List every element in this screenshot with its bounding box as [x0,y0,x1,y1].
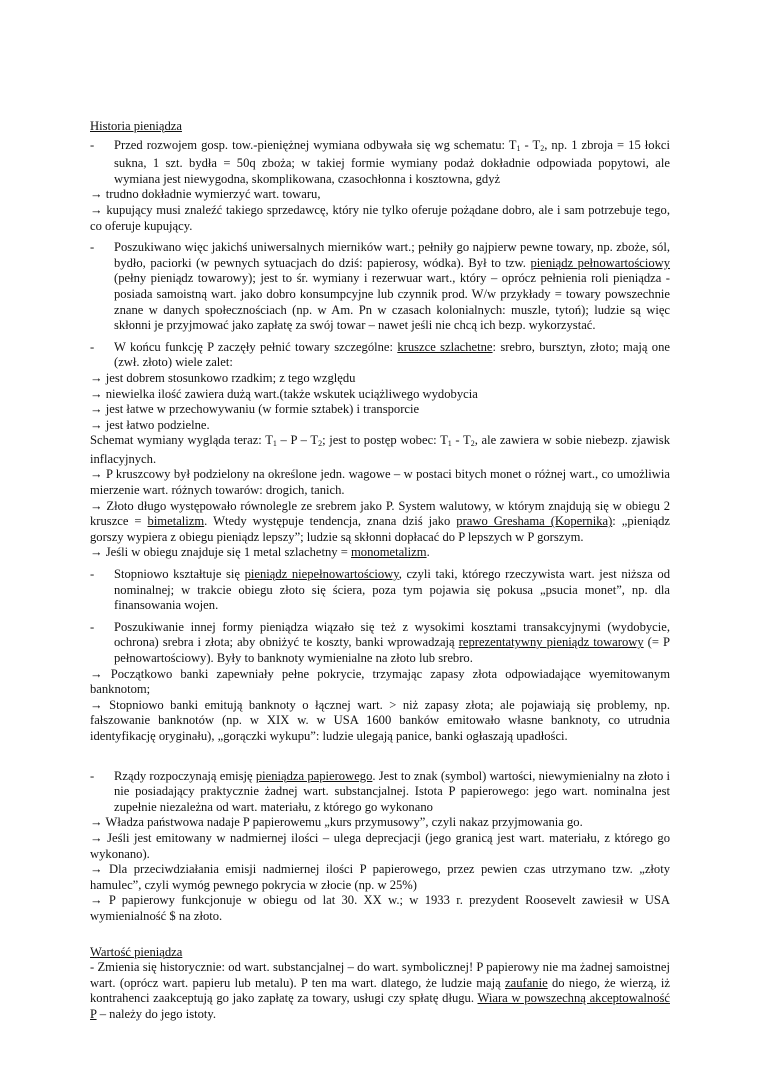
bullet-dash: - [90,240,95,255]
bullet-paragraph: - Przed rozwojem gosp. tow.-pieniężnej wymiana odbywała się wg schematu: $T_1 - T_2$, np. 1 zbroja = 15 łokci sukna, 1 szt. bydła = 50q zboża; w takiej formie wymiany podaż dokładnie odpowiada popytowi, ale wymiana jest niewygodna, skomplikowana, czasochłonna i kosztowna, gdyż [90,137,670,186]
arrow-line: → P papierowy funkcjonuje w obiegu od lat 30. XX w.; w 1933 r. prezydent Roosevelt zawiesił w USA wymienialność $ na złoto. [90,893,670,923]
arrow-line: → Początkowo banki zapewniały pełne pokrycie, trzymając zapasy złota odpowiadające wyemitowanym banknotom; [90,666,670,697]
underlined-term: prawo Greshama (Kopernika) [456,514,613,529]
underlined-term: reprezentatywny pieniądz towarowy [458,635,644,650]
bullet-dash: - [90,768,95,783]
section-heading-wartosc: Wartość pieniądza [90,944,183,959]
underlined-term: pieniądza papierowego [255,768,373,783]
arrow-line: → Dla przeciwdziałania emisji nadmiernej ilości P papierowego, przez pewien czas utrzymano tzw. „złoty hamulec”, czyli wymóg pewnego pokrycia w złocie (np. w 25%) [90,862,670,892]
document-content [90,119,670,1022]
arrow-line: → Władza państwowa nadaje P papierowemu „kurs przymusowy”, czyli nakaz przyjmowania go. [90,815,583,830]
arrow-line: → Jeśli w obiegu znajduje się 1 metal szlachetny = monometalizm. [90,545,430,560]
arrow-line: → jest łatwe w przechowywaniu (w formie sztabek) i transporcie [90,402,420,417]
arrow-line: → Jeśli jest emitowany w nadmiernej ilości – ulega deprecjacji (jego granicą jest wart. materiału, z którego go wykonano). [90,830,670,861]
underlined-term: Wiara w powszechną akceptowalność P [90,991,670,1021]
schema-paragraph: Schemat wymiany wygląda teraz: $T_1$ – P – $T_2$; jest to postęp wobec: $T_1 - T_2$, ale zawiera w sobie niebezp. zjawisk inflacyjnych. [90,433,670,466]
bullet-paragraph: - Poszukiwanie innej formy pieniądza wiązało się też z wysokimi kosztami transakcyjnymi (wydobycie, ochrona) srebra i złota; aby obniżyć te koszty, banki wprowadzają reprezentatywny pieniądz towarowy (= P pełnowartościowy). Były to banknoty wymienialne na złoto lub srebro. [90,619,670,665]
underlined-term: pieniądz pełnowartościowy [530,255,671,270]
bullet-paragraph: - Poszukiwano więc jakichś uniwersalnych mierników wart.; pełniły go najpierw pewne towary, np. zboże, sól, bydło, paciorki (w pewnych sytuacjach do dziś: papierosy, wódka). Był to tzw. pieniądz pełnowartościowy (pełny pieniądz towarowy); jest to śr. wymiany i rezerwuar wart., który – oprócz pełnienia roli pieniądza - posiada samoistną wart. jako dobro konsumpcyjne lub czynnik prod. W/w przykłady = towary powszechnie znane w danych społecznościach (np. w Am. Pn w czasach kolonialnych: muszle, tytoń); ludzie są więc skłonni je przyjmować jako zapłatę za swój towar – nawet jeśli nie chcą ich bezp. wykorzystać. [90,240,671,333]
arrow-line: → Złoto długo występowało równolegle ze srebrem jako P. System walutowy, w którym znajdują się w obiegu 2 kruszce = bimetalizm. Wtedy występuje tendencja, znana dziś jako prawo Greshama (Kopernika): „pieniądz gorszy wypiera z obiegu pieniądz lepszy”; ludzie są skłonni dopłacać do P lepszych w P gorszym. [90,498,670,544]
underlined-term: kruszce szlachetne [397,339,493,354]
underlined-term: monometalizm [351,545,427,560]
bullet-dash: - [90,137,95,152]
underlined-term: pieniądz niepełnowartościowy [244,567,399,582]
bullet-paragraph: - W końcu funkcję P zaczęły pełnić towary szczególne: kruszce szlachetne: srebro, bursztyn, złoto; mają one (zwł. złoto) wiele zalet: [90,339,670,370]
underlined-term: bimetalizm [147,514,205,529]
value-paragraph: - Zmienia się historycznie: od wart. substancjalnej – do wart. symbolicznej! P papierowy nie ma żadnej samoistnej wart. (oprócz wart. papieru lub metalu). P ten ma wart. dlatego, że ludzie mają zaufanie do niego, że wierzą, iż kontrahenci zaakceptują go jako zapłatę za towary, usługi czy spłatę długu. Wiara w powszechną akceptowalność P – należy do jego istoty. [90,960,671,1021]
arrow-line: → jest łatwo podzielne. [90,417,210,432]
bullet-dash: - [90,567,95,582]
arrow-line: → jest dobrem stosunkowo rzadkim; z tego względu [90,370,356,385]
bullet-paragraph: - Rządy rozpoczynają emisję pieniądza papierowego. Jest to znak (symbol) wartości, niewymienialny na złoto i nie posiadający praktycznie żadnej wart. substancjalnej. Istota P papierowego: jego wart. nominalna jest zupełnie niezależna od wart. materiału, z którego go wykonano [90,768,671,814]
bullet-dash: - [90,339,95,354]
bullet-paragraph: - Stopniowo kształtuje się pieniądz niepełnowartościowy, czyli taki, którego rzeczywista wart. jest niższa od nominalnej; w trakcie obiegu złoto się ściera, poza tym pojawia się pokusa „psucia monet”, np. dla finansowania wojen. [90,567,670,613]
bullet-dash: - [90,619,95,634]
arrow-line: → niewielka ilość zawiera dużą wart.(także wskutek uciążliwego wydobycia [90,386,478,401]
arrow-line: → P kruszcowy był podzielony na określone jedn. wagowe – w postaci bitych monet o różnej wart., co umożliwia mierzenie wart. różnych towarów: drogich, tanich. [90,467,670,498]
arrow-line: → trudno dokładnie wymierzyć wart. towaru, [90,187,321,202]
section-heading-historia: Historia pieniądza [90,119,182,133]
arrow-line: → kupujący musi znaleźć takiego sprzedawcę, który nie tylko oferuje pożądane dobro, ale i sam potrzebuje tego, co oferuje kupujący. [90,202,670,233]
arrow-line: → Stopniowo banki emitują banknoty o łącznej wart. > niż zapasy złota; ale pojawiają się problemy, np. fałszowanie banknotów (np. w XIX w. w USA 1600 banków emitowało własne banknoty, co utrudnia identyfikację oryginału), „gorączki wykupu”: ludzie ulegają panice, banki ogłaszają upadłości. [90,697,670,743]
underlined-term: zaufanie [505,975,548,990]
